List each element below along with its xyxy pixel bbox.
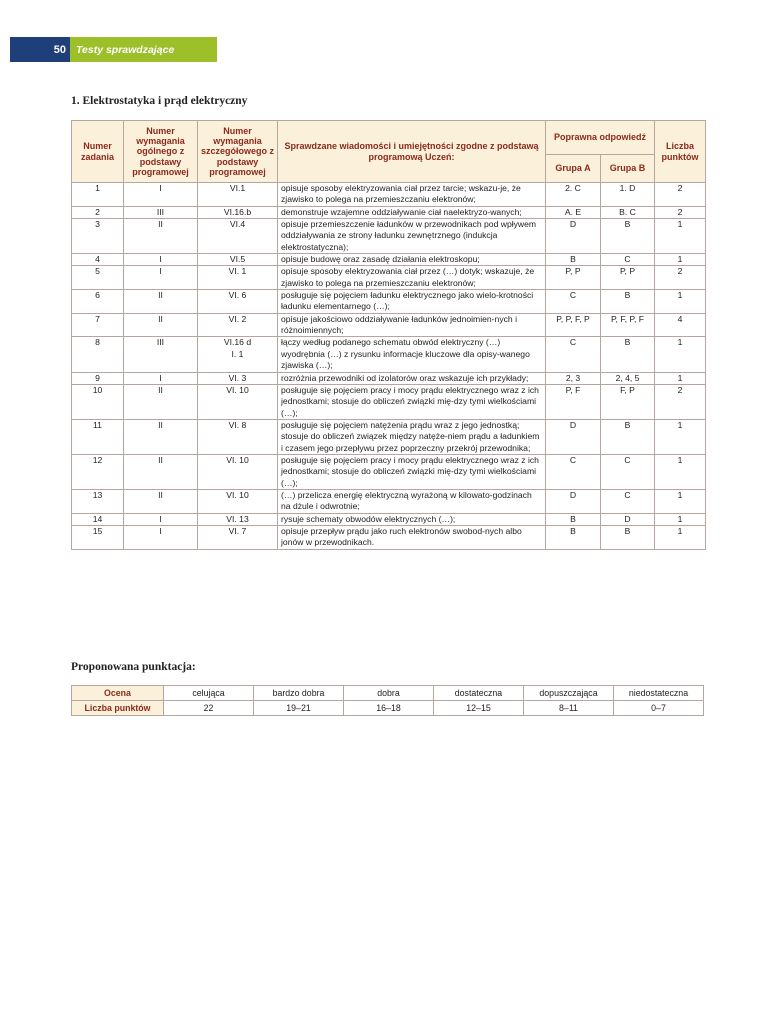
table-row [72, 525, 706, 549]
cell-description: opisuje budowę oraz zasadę działania elektroskopu; [278, 254, 546, 266]
grade-points: 19–21 [254, 701, 344, 716]
cell-answer-b: B [601, 337, 655, 372]
cell-detailed-req: VI. 1 [198, 266, 278, 290]
cell-answer-b: B [601, 219, 655, 254]
header-liczba-punktow: Liczba punktów [655, 121, 706, 183]
cell-detailed-req: VI. 6 [198, 290, 278, 314]
cell-task-number: 7 [72, 313, 124, 337]
cell-description: opisuje jakościowo oddziaływanie ładunków jednoimien-nych i różnoimiennych; [278, 313, 546, 337]
cell-task-number: 9 [72, 372, 124, 384]
cell-answer-b: D [601, 513, 655, 525]
cell-answer-b: P, P [601, 266, 655, 290]
grade-points: 8–11 [524, 701, 614, 716]
cell-general-req: II [124, 219, 198, 254]
cell-points: 1 [655, 489, 706, 513]
table-row [72, 513, 706, 525]
grade-points: 16–18 [344, 701, 434, 716]
table-row [72, 254, 706, 266]
cell-task-number: 10 [72, 384, 124, 419]
cell-points: 1 [655, 372, 706, 384]
page-number: 50 [10, 37, 70, 62]
cell-general-req: II [124, 313, 198, 337]
cell-answer-a: P, F [546, 384, 601, 419]
page-header [10, 37, 217, 62]
cell-general-req: I [124, 513, 198, 525]
cell-description: demonstruje wzajemne oddziaływanie ciał naelektryzo-wanych; [278, 206, 546, 218]
cell-detailed-req: VI. 2 [198, 313, 278, 337]
header-poprawna-odpowiedz: Poprawna odpowiedź [546, 121, 655, 155]
table-row [72, 454, 706, 489]
cell-description: posługuje się pojęciem natężenia prądu wraz z jego jednostką; stosuje do obliczeń związek między natęże-niem prądu a ładunkiem i czasem jego przepływu przez poprzeczny przekrój przewodnika; [278, 419, 546, 454]
cell-points: 1 [655, 525, 706, 549]
cell-answer-a: B [546, 513, 601, 525]
cell-answer-b: C [601, 489, 655, 513]
answer-rows [72, 183, 706, 550]
cell-detailed-req: VI. 10 [198, 489, 278, 513]
cell-answer-a: B [546, 254, 601, 266]
cell-task-number: 14 [72, 513, 124, 525]
header-wymagania-szczegolowego: Numer wymagania szczegółowego z podstawy programowej [198, 121, 278, 183]
cell-detailed-req: VI. 8 [198, 419, 278, 454]
cell-detailed-req: VI. 10 [198, 384, 278, 419]
liczba-punktow-label: Liczba punktów [72, 701, 164, 716]
cell-points: 1 [655, 337, 706, 372]
table-row [72, 372, 706, 384]
grade-name: dopuszczająca [524, 686, 614, 701]
cell-detailed-req: VI. 3 [198, 372, 278, 384]
cell-answer-a: P, P [546, 266, 601, 290]
cell-points: 2 [655, 183, 706, 207]
cell-detailed-req: VI. 7 [198, 525, 278, 549]
table-row [72, 384, 706, 419]
cell-answer-b: 1. D [601, 183, 655, 207]
cell-answer-a: D [546, 219, 601, 254]
table-row [72, 290, 706, 314]
cell-task-number: 1 [72, 183, 124, 207]
cell-answer-b: C [601, 454, 655, 489]
cell-detailed-req: VI. 13 [198, 513, 278, 525]
cell-description: opisuje przepływ prądu jako ruch elektronów swobod-nych albo jonów w przewodnikach. [278, 525, 546, 549]
grade-name: dobra [344, 686, 434, 701]
cell-points: 1 [655, 254, 706, 266]
cell-answer-a: D [546, 419, 601, 454]
cell-points: 2 [655, 384, 706, 419]
cell-task-number: 4 [72, 254, 124, 266]
cell-description: posługuje się pojęciem pracy i mocy prądu elektrycznego wraz z ich jednostkami; stosuje do obliczeń związki mię-dzy tymi wielkościami (…); [278, 384, 546, 419]
table-row [72, 313, 706, 337]
cell-description: łączy według podanego schematu obwód elektryczny (…) wyodrębnia (…) z rysunku informacje kluczowe dla opisy-wanego zjawiska (…); [278, 337, 546, 372]
table-row [72, 183, 706, 207]
cell-detailed-req: VI.5 [198, 254, 278, 266]
cell-answer-a: P, P, F, P [546, 313, 601, 337]
cell-answer-a: B [546, 525, 601, 549]
cell-answer-b: 2, 4, 5 [601, 372, 655, 384]
cell-description: opisuje sposoby elektryzowania ciał przez tarcie; wskazu-je, że zjawisko to polega na przemieszczaniu elektronów; [278, 183, 546, 207]
header-sprawdzane: Sprawdzane wiadomości i umiejętności zgodne z podstawą programową Uczeń: [278, 121, 546, 183]
scoring-table [71, 685, 704, 716]
cell-points: 1 [655, 454, 706, 489]
cell-general-req: I [124, 254, 198, 266]
cell-task-number: 6 [72, 290, 124, 314]
grade-points: 22 [164, 701, 254, 716]
cell-general-req: III [124, 337, 198, 372]
table-row [72, 419, 706, 454]
grade-points: 12–15 [434, 701, 524, 716]
cell-general-req: I [124, 183, 198, 207]
ocena-label: Ocena [72, 686, 164, 701]
cell-answer-a: 2. C [546, 183, 601, 207]
cell-general-req: II [124, 384, 198, 419]
cell-detailed-req: VI.1 [198, 183, 278, 207]
section-label: Testy sprawdzające [70, 37, 217, 62]
header-numer-zadania: Numer zadania [72, 121, 124, 183]
cell-task-number: 13 [72, 489, 124, 513]
grade-name: bardzo dobra [254, 686, 344, 701]
cell-answer-b: B. C [601, 206, 655, 218]
cell-general-req: II [124, 419, 198, 454]
answer-key-table [71, 120, 706, 550]
grade-points: 0–7 [614, 701, 704, 716]
cell-task-number: 8 [72, 337, 124, 372]
section-title: 1. Elektrostatyka i prąd elektryczny [71, 95, 248, 107]
cell-points: 2 [655, 266, 706, 290]
cell-description: (…) przelicza energię elektryczną wyrażoną w kilowato-godzinach na dżule i odwrotnie; [278, 489, 546, 513]
cell-answer-b: B [601, 419, 655, 454]
cell-answer-b: B [601, 525, 655, 549]
header-grupa-a: Grupa A [546, 155, 601, 183]
cell-description: rysuje schematy obwodów elektrycznych (…); [278, 513, 546, 525]
cell-general-req: II [124, 489, 198, 513]
cell-answer-b: F, P [601, 384, 655, 419]
cell-task-number: 2 [72, 206, 124, 218]
cell-detailed-req: VI.16.b [198, 206, 278, 218]
cell-answer-a: D [546, 489, 601, 513]
cell-detailed-req: VI.16 d I. 1 [198, 337, 278, 372]
cell-task-number: 5 [72, 266, 124, 290]
cell-points: 1 [655, 513, 706, 525]
scoring-title: Proponowana punktacja: [71, 661, 196, 673]
cell-description: opisuje sposoby elektryzowania ciał przez (…) dotyk; wskazuje, że zjawisko to polega na przemieszczaniu elektronów; [278, 266, 546, 290]
cell-answer-a: A. E [546, 206, 601, 218]
cell-answer-b: P, F, P, F [601, 313, 655, 337]
cell-task-number: 11 [72, 419, 124, 454]
cell-general-req: III [124, 206, 198, 218]
grade-name: niedostateczna [614, 686, 704, 701]
cell-answer-b: B [601, 290, 655, 314]
cell-task-number: 12 [72, 454, 124, 489]
cell-points: 1 [655, 419, 706, 454]
header-wymagania-ogolnego: Numer wymagania ogólnego z podstawy programowej [124, 121, 198, 183]
cell-points: 4 [655, 313, 706, 337]
table-row [72, 489, 706, 513]
table-row [72, 206, 706, 218]
table-row [72, 337, 706, 372]
cell-answer-a: C [546, 454, 601, 489]
cell-detailed-req: VI.4 [198, 219, 278, 254]
cell-task-number: 3 [72, 219, 124, 254]
cell-general-req: II [124, 290, 198, 314]
cell-description: rozróżnia przewodniki od izolatorów oraz wskazuje ich przykłady; [278, 372, 546, 384]
cell-answer-b: C [601, 254, 655, 266]
cell-general-req: I [124, 266, 198, 290]
cell-general-req: I [124, 372, 198, 384]
table-row [72, 219, 706, 254]
cell-detailed-req: VI. 10 [198, 454, 278, 489]
cell-answer-a: C [546, 290, 601, 314]
cell-general-req: I [124, 525, 198, 549]
cell-description: opisuje przemieszczenie ładunków w przewodnikach pod wpływem oddziaływania ze strony ładunku zewnętrznego (indukcja elektrostatyczna); [278, 219, 546, 254]
cell-points: 1 [655, 290, 706, 314]
cell-general-req: II [124, 454, 198, 489]
cell-answer-a: C [546, 337, 601, 372]
grade-name: dostateczna [434, 686, 524, 701]
cell-points: 1 [655, 219, 706, 254]
header-grupa-b: Grupa B [601, 155, 655, 183]
cell-points: 2 [655, 206, 706, 218]
cell-description: posługuje się pojęciem pracy i mocy prądu elektrycznego wraz z ich jednostkami; stosuje do obliczeń związki mię-dzy tymi wielkościami (…); [278, 454, 546, 489]
cell-description: posługuje się pojęciem ładunku elektrycznego jako wielo-krotności ładunku elementarnego (…); [278, 290, 546, 314]
cell-task-number: 15 [72, 525, 124, 549]
table-row [72, 266, 706, 290]
grade-name: celująca [164, 686, 254, 701]
cell-answer-a: 2, 3 [546, 372, 601, 384]
